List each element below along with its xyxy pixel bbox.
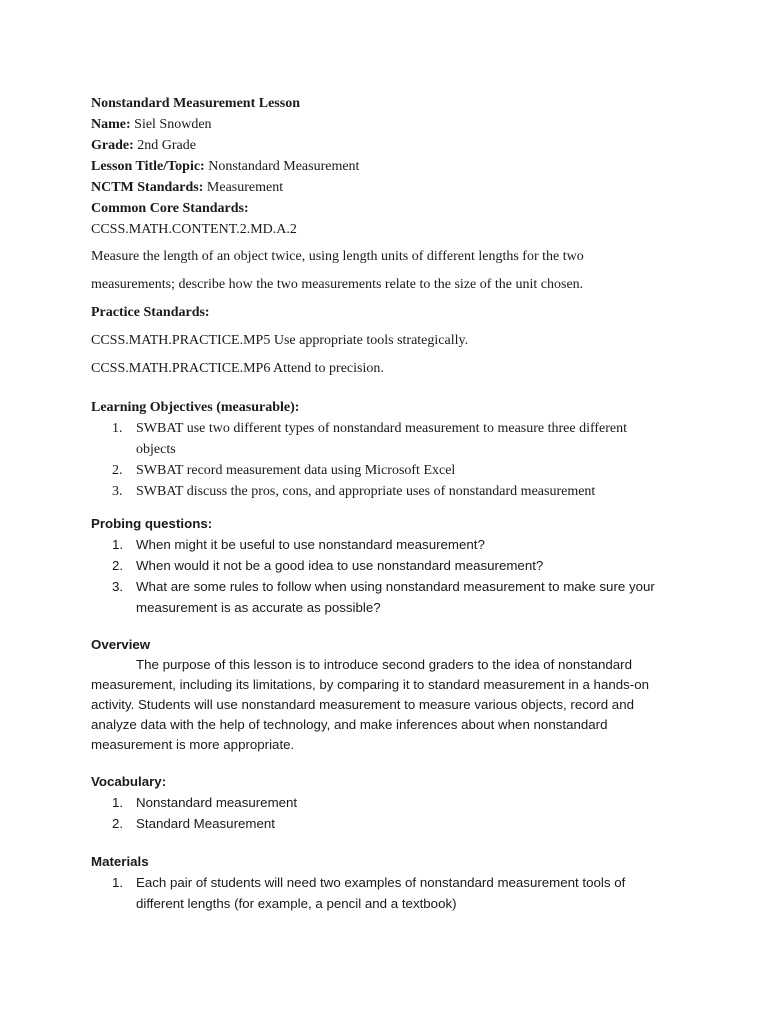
topic-label: Lesson Title/Topic: xyxy=(91,159,205,174)
grade-value: 2nd Grade xyxy=(137,138,196,153)
list-item xyxy=(91,576,691,597)
list-text: Nonstandard measurement xyxy=(136,795,298,810)
list-item-continuation xyxy=(91,597,691,618)
list-number: 3. xyxy=(112,579,124,594)
list-number: 1. xyxy=(112,795,124,810)
list-item xyxy=(91,534,691,555)
list-text: When would it not be a good idea to use nonstandard measurement? xyxy=(136,558,544,573)
list-number: 2. xyxy=(112,463,123,478)
list-item xyxy=(91,460,691,481)
list-text: When might it be useful to use nonstandard measurement? xyxy=(136,537,485,552)
list-number: 2. xyxy=(112,816,124,831)
common-core-label: Common Core Standards: xyxy=(91,201,249,216)
learning-objectives-heading: Learning Objectives (measurable): xyxy=(91,400,300,415)
materials-heading: Materials xyxy=(91,854,149,869)
lesson-body xyxy=(91,513,691,914)
materials-list xyxy=(91,872,691,914)
practice-standards-heading: Practice Standards: xyxy=(91,305,210,320)
name-row xyxy=(91,114,691,135)
lesson-title: Nonstandard Measurement Lesson xyxy=(91,96,300,111)
probing-questions-heading: Probing questions: xyxy=(91,516,213,531)
topic-row xyxy=(91,156,691,177)
list-item-continuation xyxy=(91,439,691,460)
vocabulary-heading: Vocabulary: xyxy=(91,774,167,789)
nctm-value: Measurement xyxy=(206,180,284,195)
probing-questions-list xyxy=(91,534,691,618)
list-number: 2. xyxy=(112,558,124,573)
lesson-header xyxy=(91,93,691,502)
list-text: objects xyxy=(136,442,176,457)
list-text: SWBAT discuss the pros, cons, and appropriate uses of nonstandard measurement xyxy=(136,484,596,499)
practice-standard-item: CCSS.MATH.PRACTICE.MP5 Use appropriate tools strategically. xyxy=(91,333,469,348)
list-item xyxy=(91,792,691,813)
list-text: SWBAT record measurement data using Microsoft Excel xyxy=(136,463,456,478)
common-core-description-line1: Measure the length of an object twice, using length units of different lengths for the two xyxy=(91,249,584,264)
overview-heading: Overview xyxy=(91,637,151,652)
nctm-row xyxy=(91,177,691,198)
list-text: SWBAT use two different types of nonstandard measurement to measure three different xyxy=(136,421,628,436)
list-number: 1. xyxy=(112,875,124,890)
list-item xyxy=(91,872,691,893)
list-number: 3. xyxy=(112,484,123,499)
topic-value: Nonstandard Measurement xyxy=(208,159,360,174)
list-number: 1. xyxy=(112,537,124,552)
common-core-description-line2: measurements; describe how the two measurements relate to the size of the unit chosen. xyxy=(91,277,584,292)
list-text: What are some rules to follow when using nonstandard measurement to make sure your xyxy=(136,579,655,594)
list-text: Each pair of students will need two examples of nonstandard measurement tools of xyxy=(136,875,626,890)
grade-row xyxy=(91,135,691,156)
list-text: measurement is as accurate as possible? xyxy=(136,600,381,615)
list-item xyxy=(91,481,691,502)
name-label: Name: xyxy=(91,117,131,132)
list-item xyxy=(91,418,691,439)
list-item-continuation xyxy=(91,893,691,914)
list-number: 1. xyxy=(112,421,123,436)
overview-paragraph: The purpose of this lesson is to introduce second graders to the idea of nonstandard measurement, including its limitations, by comparing it to standard measurement in a hands-on activity. Students will use nonstandard measurement to measure various objects, record and analyze data with the help of technology, and make inferences about when nonstandard measurement is more appropriate. xyxy=(91,657,650,752)
list-text: Standard Measurement xyxy=(136,816,275,831)
document-page xyxy=(91,93,691,914)
list-item xyxy=(91,555,691,576)
vocabulary-list xyxy=(91,792,691,834)
nctm-label: NCTM Standards: xyxy=(91,180,204,195)
list-item xyxy=(91,813,691,834)
grade-label: Grade: xyxy=(91,138,134,153)
practice-standard-item: CCSS.MATH.PRACTICE.MP6 Attend to precision. xyxy=(91,361,384,376)
common-core-code: CCSS.MATH.CONTENT.2.MD.A.2 xyxy=(91,222,297,237)
list-text: different lengths (for example, a pencil and a textbook) xyxy=(136,896,457,911)
name-value: Siel Snowden xyxy=(134,117,212,132)
learning-objectives-list xyxy=(91,418,691,502)
